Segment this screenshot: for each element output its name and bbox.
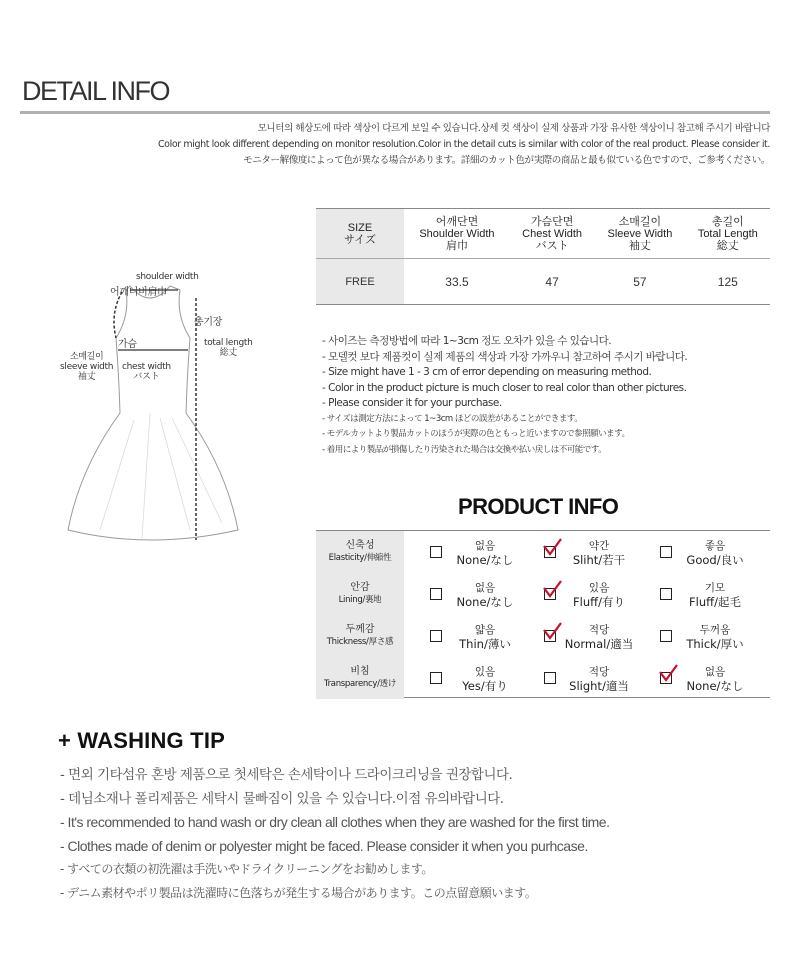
wash-line: - Clothes made of denim or polyester might be faced. Please consider it when you purhcase. <box>60 837 588 854</box>
note-line: - 사이즈는 측정방법에 따라 1~3cm 정도 오차가 있을 수 있습니다. <box>322 335 612 347</box>
chest-value: 47 <box>545 274 559 289</box>
note-line: - Color in the product picture is much closer to real color than other pictures. <box>322 381 687 394</box>
checkbox-icon <box>660 588 672 600</box>
diagram-sleeve: 소매길이 sleeve width 袖丈 <box>60 352 114 382</box>
size-value: FREE <box>316 259 404 305</box>
product-info-table <box>316 530 770 698</box>
notice-ko: 모니터의 해상도에 따라 색상이 다르게 보일 수 있습니다.상세 컷 색상이 실제 상품과 가장 유사한 색상이니 참고해 주시기 바랍니다 <box>257 123 770 134</box>
product-info-option: 기모 Fluff/起毛 <box>654 573 774 615</box>
checkbox-icon <box>430 546 442 558</box>
product-info-option: 없음 None/なし <box>424 531 544 573</box>
wash-line: - すべての衣類の初洗濯は手洗いやドライクリーニングをお勧めします。 <box>60 862 433 876</box>
product-info-label: 신축성 Elasticity/伸縮性 <box>316 531 404 573</box>
note-line: - 着用により製品が損傷したり汚染された場合は交換や払い戻しは不可能です。 <box>322 444 607 455</box>
product-info-option: 적당 Normal/適当 <box>538 615 658 657</box>
chest-header: 가슴단면 Chest Width バスト <box>522 215 583 252</box>
product-info-option: 있음 Fluff/有り <box>538 573 658 615</box>
diagram-total: total length 総丈 <box>204 338 253 358</box>
note-line: - Size might have 1 - 3 cm of error depending on measuring method. <box>322 366 652 378</box>
length-value: 125 <box>717 274 738 289</box>
size-table-header <box>316 209 770 259</box>
product-info-option: 좋음 Good/良い <box>654 531 774 573</box>
wash-line: - It's recommended to hand wash or dry clean all clothes when they are washed for the first time. <box>60 814 610 830</box>
product-info-option: 있음 Yes/有り <box>424 657 544 699</box>
product-info-option: 두꺼움 Thick/厚い <box>654 615 774 657</box>
page-title: DETAIL INFO <box>22 76 170 106</box>
checkbox-icon <box>660 630 672 642</box>
diagram-shoulder: shoulder width <box>136 272 199 282</box>
product-info-option: 없음 None/なし <box>654 657 774 699</box>
product-info-row <box>316 531 770 573</box>
wash-line: - デニム素材やポリ製品は洗濯時に色落ちが発生する場合があります。この点留意願います。 <box>60 885 537 900</box>
product-info-label: 비침 Transparency/透け <box>316 657 404 699</box>
washing-title: + WASHING TIP <box>58 728 226 753</box>
title-divider <box>20 111 770 114</box>
size-table <box>316 208 770 305</box>
notice-jp: モニター解像度によって色が異なる場合があります。詳細のカット色が実際の商品と最も似ている色ですので、ご参考ください。 <box>243 155 770 166</box>
product-info-row <box>316 657 770 699</box>
wash-line: - 데님소재나 폴리제품은 세탁시 물빠짐이 있을 수 있습니다.이점 유의바랍니다. <box>60 790 504 807</box>
table-row <box>316 259 770 305</box>
product-info-option: 적당 Slight/適当 <box>538 657 658 699</box>
color-notice <box>10 121 770 169</box>
dress-diagram <box>50 268 270 548</box>
check-mark-icon <box>542 537 562 557</box>
checkbox-icon <box>660 546 672 558</box>
product-info-label: 두께감 Thickness/厚さ感 <box>316 615 404 657</box>
check-mark-icon <box>542 621 562 641</box>
diagram-chest-ko: 가슴 <box>118 339 137 350</box>
sleeve-value: 57 <box>633 274 647 289</box>
checkbox-icon <box>430 672 442 684</box>
product-info-row <box>316 615 770 657</box>
product-info-row <box>316 573 770 615</box>
checkbox-icon <box>430 588 442 600</box>
diagram-chest: chest width バスト <box>122 362 171 382</box>
wash-line: - 면외 기타섬유 혼방 제품으로 첫세탁은 손세탁이나 드라이크리닝을 권장합니다. <box>60 767 513 783</box>
notice-en: Color might look different depending on monitor resolution.Color in the detail cuts is similar with color of the real product. Please consider it. <box>157 139 770 150</box>
note-line: - Please consider it for your purchase. <box>322 397 502 409</box>
checkbox-icon <box>544 672 556 684</box>
washing-tips <box>60 764 609 905</box>
measurement-notes <box>322 334 687 458</box>
diagram-shoulder-sub: 어깨너비肩巾 <box>110 287 167 298</box>
shoulder-value: 33.5 <box>445 274 469 289</box>
note-line: - モデルカットより製品カットのほうが実際の色ともっと近いますので参照願います。 <box>322 429 630 439</box>
check-mark-icon <box>658 663 678 683</box>
product-info-label: 안감 Lining/裏地 <box>316 573 404 615</box>
product-info-option: 얇음 Thin/薄い <box>424 615 544 657</box>
sleeve-header: 소매길이 Sleeve Width 袖丈 <box>607 215 673 252</box>
product-info-option: 없음 None/なし <box>424 573 544 615</box>
check-mark-icon <box>542 579 562 599</box>
note-line: - 모델컷 보다 제품컷이 실제 제품의 색상과 가장 가까우니 참고하여 주시기 바랍니다. <box>322 350 688 363</box>
size-header: SIZE サイズ <box>316 209 404 259</box>
product-info-option: 약간 Sliht/若干 <box>538 531 658 573</box>
checkbox-icon <box>430 630 442 642</box>
diagram-total-ko: 총기장 <box>194 317 223 328</box>
product-info-title: PRODUCT INFO <box>458 494 619 519</box>
length-header: 총길이 Total Length 総丈 <box>697 215 758 252</box>
shoulder-header: 어깨단면 Shoulder Width 肩巾 <box>419 215 495 252</box>
note-line: - サイズは測定方法によって 1~3cm ほどの誤差があることができます。 <box>322 413 583 424</box>
dress-outline-icon <box>50 268 270 548</box>
